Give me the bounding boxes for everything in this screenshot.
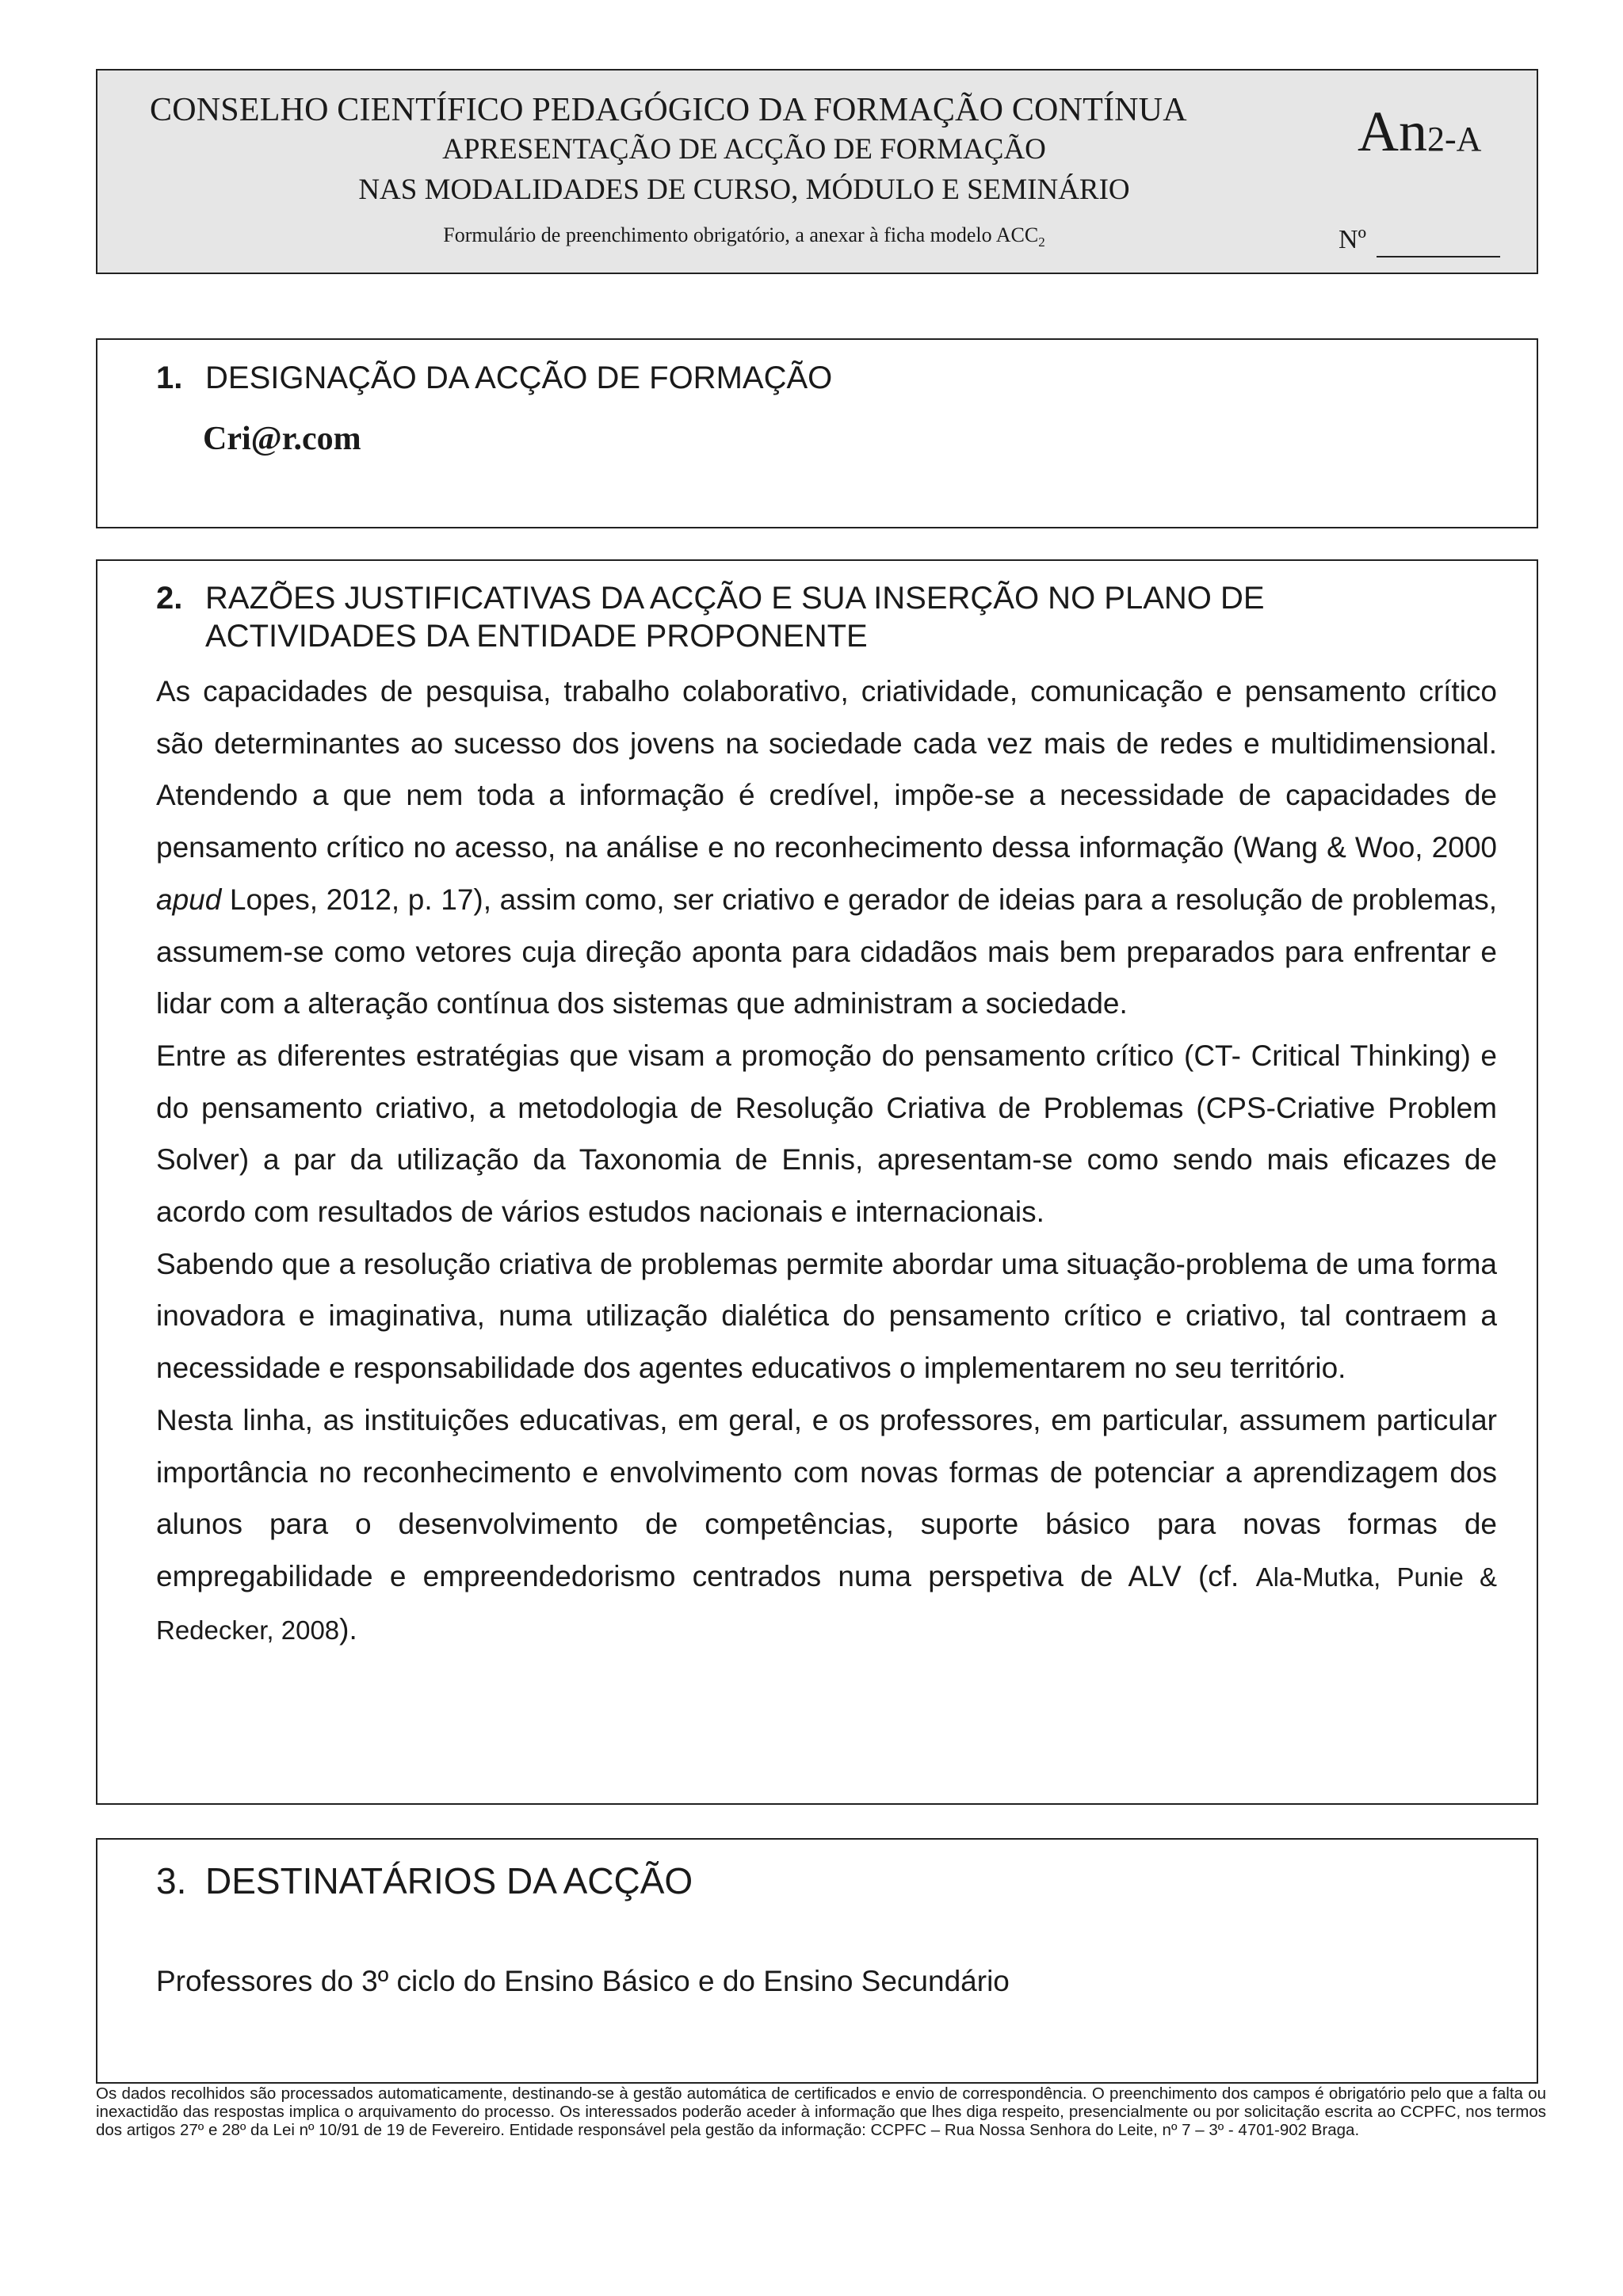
paragraph-1-part-a: As capacidades de pesquisa, trabalho colaborativo, criatividade, comunicação e pensamento crítico são determinantes ao sucesso dos jovens na sociedade cada vez mais de redes e multidimensional. Atendendo a que nem toda a informação é credível, impõe-se a necessidade de capacidades de pensamento crítico no acesso, na análise e no reconhecimento dessa informação (Wang & Woo, 2000 bbox=[156, 675, 1497, 864]
number-label: Nº bbox=[1338, 225, 1367, 254]
section1-number: 1. bbox=[156, 360, 183, 395]
section-designation bbox=[96, 338, 1538, 528]
form-code bbox=[1358, 99, 1481, 165]
section3-number: 3. bbox=[156, 1860, 187, 1901]
section2-title-line2: ACTIVIDADES DA ENTIDADE PROPONENTE bbox=[205, 619, 868, 654]
council-title: CONSELHO CIENTÍFICO PEDAGÓGICO DA FORMAÇÃO CONTÍNUA bbox=[150, 92, 1187, 128]
number-field-line[interactable] bbox=[1377, 256, 1500, 257]
section-justification bbox=[96, 559, 1538, 1805]
section-recipients bbox=[96, 1838, 1538, 2084]
form-code-main: An bbox=[1358, 100, 1427, 163]
paragraph-1-italic: apud bbox=[156, 883, 222, 916]
section2-title bbox=[205, 579, 1265, 655]
section1-title: DESIGNAÇÃO DA ACÇÃO DE FORMAÇÃO bbox=[205, 360, 833, 395]
paragraph-1 bbox=[156, 666, 1497, 1030]
section3-title: DESTINATÁRIOS DA ACÇÃO bbox=[205, 1860, 693, 1901]
paragraph-4-end: ). bbox=[339, 1612, 357, 1646]
form-code-suffix: 2-A bbox=[1427, 120, 1482, 158]
section3-heading bbox=[156, 1860, 1408, 1901]
paragraph-4-part-a: Nesta linha, as instituições educativas, em geral, e os professores, em particular, assumem particular importância no reconhecimento e envolvimento com novas formas de potenciar a aprendizagem dos alunos para o desenvolvimento de competências, suporte básico para novas formas de empregabilidade e empreendedorismo centrados numa perspetiva de ALV (cf. bbox=[156, 1403, 1497, 1592]
form-note-subscript: 2 bbox=[1038, 235, 1045, 250]
form-note-text: Formulário de preenchimento obrigatório, a anexar à ficha modelo ACC bbox=[443, 223, 1039, 246]
action-name: Cri@r.com bbox=[203, 421, 361, 457]
section2-number: 2. bbox=[156, 581, 183, 616]
paragraph-3: Sabendo que a resolução criativa de problemas permite abordar uma situação-problema de uma forma inovadora e imaginativa, numa utilização dialética do pensamento crítico e criativo, tal contraem a necessidade e responsabilidade dos agentes educativos o implementarem no seu território. bbox=[156, 1247, 1497, 1385]
form-header bbox=[96, 69, 1538, 274]
paragraph-4-citation: Ala-Mutka, Punie & Redecker, 2008 bbox=[156, 1562, 1497, 1645]
form-note bbox=[97, 223, 1391, 250]
paragraph-2: Entre as diferentes estratégias que visam a promoção do pensamento crítico (CT- Critical Thinking) e do pensamento criativo, a metodologia de Resolução Criativa de Problemas (CPS-Criative Problem Solver) a par da utilização da Taxonomia de Ennis, apresentam-se como sendo mais eficazes de acordo com resultados de vários estudos nacionais e internacionais. bbox=[156, 1039, 1497, 1229]
privacy-footer: Os dados recolhidos são processados automaticamente, destinando-se à gestão automática de certificados e envio de correspondência. O preenchimento dos campos é obrigatório pelo que a falta ou inexactidão das respostas implica o arquivamento do processo. Os interessados poderão aceder à informação que lhes diga respeito, presencialmente ou por solicitação escrita ao CCPFC, nos termos dos artigos 27º e 28º da Lei nº 10/91 de 19 de Fevereiro. Entidade responsável pela gestão da informação: CCPFC – Rua Nossa Senhora do Leite, nº 7 – 3º - 4701-902 Braga. bbox=[96, 2084, 1546, 2139]
form-subtitle-line2: NAS MODALIDADES DE CURSO, MÓDULO E SEMINÁRIO bbox=[358, 174, 1130, 206]
section1-heading bbox=[156, 359, 1408, 397]
paragraph-1-part-b: Lopes, 2012, p. 17), assim como, ser criativo e gerador de ideias para a resolução de problemas, assumem-se como vetores cuja direção aponta para cidadãos mais bem preparados para enfrentar e lidar com a alteração contínua dos sistemas que administram a sociedade. bbox=[156, 883, 1497, 1020]
justification-text bbox=[156, 666, 1497, 1656]
recipients-text: Professores do 3º ciclo do Ensino Básico e do Ensino Secundário bbox=[156, 1965, 1010, 1997]
section2-title-line1: RAZÕES JUSTIFICATIVAS DA ACÇÃO E SUA INSERÇÃO NO PLANO DE bbox=[205, 581, 1265, 616]
form-subtitle-line1: APRESENTAÇÃO DE ACÇÃO DE FORMAÇÃO bbox=[442, 133, 1046, 166]
section2-heading bbox=[156, 579, 1408, 658]
paragraph-4 bbox=[156, 1394, 1497, 1657]
